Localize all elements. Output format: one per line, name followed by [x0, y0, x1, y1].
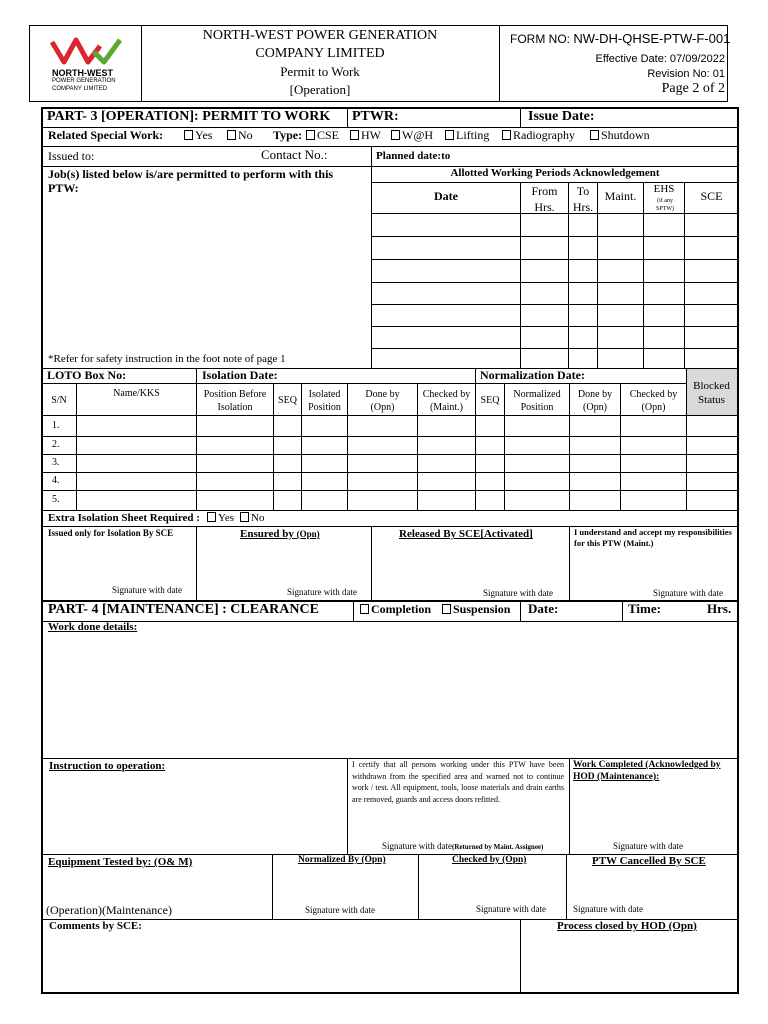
col-sn: S/N: [51, 395, 67, 406]
type-shutdown[interactable]: Shutdown: [590, 129, 650, 143]
checkbox-icon[interactable]: [445, 130, 454, 140]
type-hw[interactable]: HW: [350, 129, 381, 143]
col-date: Date: [434, 189, 458, 203]
col-from: From Hrs.: [531, 184, 558, 214]
loto-row-1: 1.: [52, 420, 60, 431]
special-work-no[interactable]: No: [227, 129, 253, 143]
equipment-tested-by: Equipment Tested by: (O& M): [48, 856, 193, 868]
checkbox-icon[interactable]: [360, 604, 369, 614]
form-no: FORM NO: NW-DH-QHSE-PTW-F-001: [510, 31, 731, 46]
type-wah[interactable]: W@H: [391, 129, 433, 143]
signature-with-date-3: Signature with date: [483, 588, 553, 598]
loto-row-5: 5.: [52, 494, 60, 505]
checkbox-icon[interactable]: [227, 130, 236, 140]
loto-row-4: 4.: [52, 475, 60, 486]
checked-by-opn: Checked by (Opn): [452, 855, 527, 865]
issued-to-label: Issued to:: [48, 149, 95, 163]
col-isolated: Isolated Position: [308, 389, 341, 413]
col-maint: Maint.: [604, 189, 637, 203]
extra-sheet-yes[interactable]: Yes: [207, 512, 234, 525]
col-pos-before: Position Before Isolation: [203, 389, 267, 413]
extra-sheet-no[interactable]: No: [240, 512, 264, 525]
company-name-line1: NORTH-WEST POWER GENERATION: [202, 28, 438, 43]
col-normalized: Normalized Position: [513, 389, 561, 413]
blocked-status-header: Blocked Status: [693, 380, 730, 406]
signature-hod: Signature with date: [613, 841, 683, 851]
col-sce: SCE: [700, 189, 723, 203]
type-lifting[interactable]: Lifting: [445, 129, 489, 143]
signature-with-date-1: Signature with date: [112, 585, 182, 595]
signature-with-date-2: Signature with date: [287, 587, 357, 597]
loto-row-3: 3.: [52, 457, 60, 468]
released-by-sce: Released By SCE[Activated]: [399, 528, 533, 540]
signature-returned: Signature with date(Returned by Maint. Assignee): [382, 841, 544, 851]
part4-title: PART- 4 [MAINTENANCE] : CLEARANCE: [48, 602, 319, 617]
col-seq-1: SEQ: [278, 395, 297, 406]
signature-cancelled: Signature with date: [573, 904, 643, 914]
col-checked-by-maint: Checked by (Maint.): [422, 389, 471, 413]
checkbox-icon[interactable]: [442, 604, 451, 614]
certify-statement: I certify that all persons working under this PTW have been withdrawn from the specified area and warned not to continue work / test. All equipment, tools, loose materials and drain earths are removed, guards and access doors refitted.: [352, 760, 564, 804]
part4-date: Date:: [528, 601, 559, 616]
checkbox-icon[interactable]: [350, 130, 359, 140]
signature-checked: Signature with date: [476, 904, 546, 914]
col-checked-by-opn: Checked by (Opn): [629, 389, 678, 413]
contact-no-label: Contact No.:: [261, 147, 328, 162]
extra-isolation-sheet: Extra Isolation Sheet Required :: [48, 512, 200, 524]
logo-text-2: POWER GENERATION: [52, 78, 116, 84]
form-no-value: NW-DH-QHSE-PTW-F-001: [573, 31, 731, 46]
allotted-periods-title: Allotted Working Periods Acknowledgement: [450, 167, 660, 179]
part4-time: Time:: [628, 601, 661, 616]
type-radiography[interactable]: Radiography: [502, 129, 575, 143]
col-done-by-opn: Done by (Opn): [577, 389, 613, 413]
suspension-option[interactable]: Suspension: [442, 603, 510, 617]
col-done-by: Done by (Opn): [365, 389, 400, 413]
understand-accept: I understand and accept my responsibilities for this PTW (Maint.): [574, 527, 732, 548]
process-closed-hod: Process closed by HOD (Opn): [557, 920, 697, 932]
col-ehs: EHS: [653, 183, 675, 195]
col-seq-2: SEQ: [480, 395, 500, 406]
part3-title: PART- 3 [OPERATION]: PERMIT TO WORK: [47, 109, 331, 124]
work-done-details: Work done details:: [48, 621, 138, 633]
issue-date-label: Issue Date:: [528, 109, 595, 124]
ptwr-label: PTWR:: [352, 109, 399, 124]
checkbox-icon[interactable]: [207, 512, 216, 522]
checkbox-icon[interactable]: [306, 130, 315, 140]
ptw-cancelled-by-sce: PTW Cancelled By SCE: [592, 855, 706, 867]
col-to: To Hrs.: [572, 184, 594, 214]
jobs-permitted-text: Job(s) listed below is/are permitted to perform with this PTW:: [48, 167, 334, 195]
safety-footnote: *Refer for safety instruction in the foot note of page 1: [48, 353, 286, 365]
page-number: Page 2 of 2: [661, 81, 725, 96]
company-name-line2: COMPANY LIMITED: [255, 46, 385, 61]
signature-with-date-4: Signature with date: [653, 588, 723, 598]
special-work-yes[interactable]: Yes: [184, 129, 212, 143]
logo-text-1: NORTH-WEST: [52, 68, 113, 78]
issued-only-isolation: Issued only for Isolation By SCE: [48, 528, 174, 538]
revision-no: Revision No: 01: [647, 68, 725, 80]
doc-title: Permit to Work: [280, 64, 360, 79]
company-logo: [50, 36, 130, 66]
comments-by-sce: Comments by SCE:: [49, 920, 142, 932]
ensured-by: Ensured by (Opn): [240, 528, 320, 540]
checkbox-icon[interactable]: [240, 512, 249, 522]
instruction-to-operation: Instruction to operation:: [49, 760, 166, 772]
operation-maintenance: (Operation)(Maintenance): [46, 903, 172, 917]
checkbox-icon[interactable]: [184, 130, 193, 140]
related-special-work: Related Special Work:: [48, 128, 164, 142]
normalization-date-label: Normalization Date:: [480, 368, 585, 382]
planned-date-label: Planned date:to: [376, 150, 451, 162]
col-ehs-note: (if any SPTW): [656, 198, 674, 212]
checkbox-icon[interactable]: [391, 130, 400, 140]
col-name-kks: Name/KKS: [113, 388, 160, 399]
checkbox-icon[interactable]: [502, 130, 511, 140]
signature-normalized: Signature with date: [305, 905, 375, 915]
completion-option[interactable]: Completion: [360, 603, 431, 617]
type-cse[interactable]: CSE: [306, 129, 339, 143]
effective-date: Effective Date: 07/09/2022: [595, 53, 725, 65]
loto-box-label: LOTO Box No:: [47, 368, 127, 382]
normalized-by-opn: Normalized By (Opn): [298, 855, 386, 865]
loto-row-2: 2.: [52, 439, 60, 450]
checkbox-icon[interactable]: [590, 130, 599, 140]
part4-hrs: Hrs.: [707, 601, 732, 616]
isolation-date-label: Isolation Date:: [202, 368, 278, 382]
doc-subtitle: [Operation]: [289, 82, 351, 97]
type-label: Type:: [273, 128, 303, 142]
work-completed-hod: Work Completed (Acknowledged by HOD (Maintenance):: [573, 760, 721, 782]
logo-text-3: COMPANY LIMITED: [52, 86, 108, 92]
